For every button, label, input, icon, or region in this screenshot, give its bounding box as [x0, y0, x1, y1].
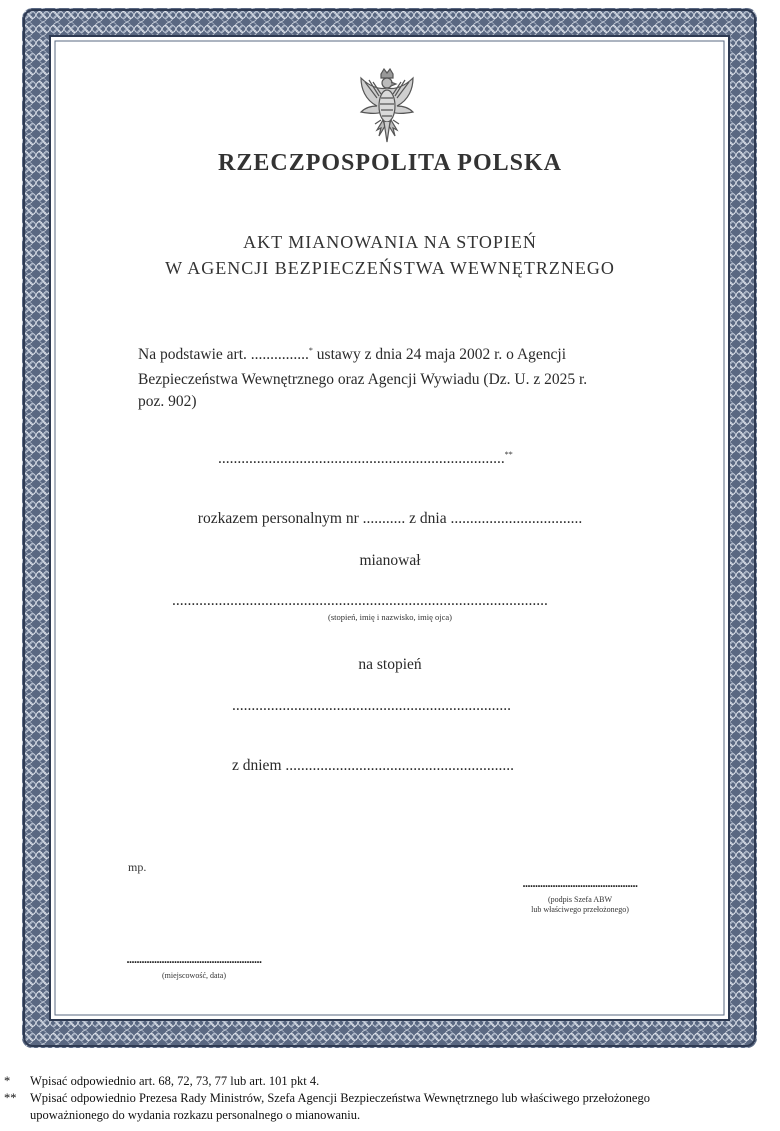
footnote-2-mark: **	[4, 1091, 17, 1105]
signature-caption-line-2: lub właściwego przełożonego)	[531, 905, 629, 914]
appointed-label: mianował	[359, 552, 421, 569]
legal-basis-part-2: ustawy z dnia 24 maja 2002 r. o Agencji	[312, 346, 567, 364]
footnote-2-continued	[4, 1108, 360, 1123]
footnote-1-mark: *	[4, 1074, 11, 1088]
footnote-mark-double: **	[504, 450, 513, 459]
state-name: RZECZPOSPOLITA POLSKA	[218, 150, 562, 176]
footnote-mark-single: *	[308, 346, 313, 355]
signature-block	[500, 876, 660, 914]
polish-eagle-emblem-icon	[357, 68, 417, 144]
footnote-1	[4, 1074, 319, 1089]
legal-basis-line-1	[138, 346, 566, 364]
rank-dots: ........................................................................	[232, 697, 511, 714]
footnote-2-text: Wpisać odpowiednio Prezesa Rady Ministrów, Szefa Agencji Bezpieczeństwa Wewnętrznego lub właściwego przełożonego	[30, 1091, 650, 1105]
rank-label: na stopień	[358, 656, 422, 673]
authority-dots: ..........................................................................	[218, 450, 505, 468]
order-line: rozkazem personalnym nr ........... z dnia ..................................	[197, 510, 583, 527]
person-dots: .................................................................................................	[172, 592, 548, 609]
seal-label: mp.	[128, 860, 147, 874]
authority-field	[218, 450, 513, 468]
legal-basis-line-2: Bezpieczeństwa Wewnętrznego oraz Agencji Wywiadu (Dz. U. z 2025 r.	[138, 371, 588, 388]
legal-basis-part-1: Na podstawie art. ...............	[138, 346, 309, 364]
footnote-2-continued-text: upoważnionego do wydania rozkazu personalnego o mianowaniu.	[30, 1108, 361, 1122]
person-caption: (stopień, imię i nazwisko, imię ojca)	[328, 612, 452, 622]
footnote-2	[4, 1091, 650, 1106]
legal-basis-line-3: poz. 902)	[138, 393, 197, 410]
act-title-line-1: AKT MIANOWANIA NA STOPIEŃ	[243, 232, 537, 252]
place-date-block	[102, 952, 286, 980]
signature-dots: ..............................................	[522, 876, 638, 890]
place-caption: (miejscowość, data)	[162, 971, 226, 980]
signature-caption-line-1: (podpis Szefa ABW	[548, 895, 612, 904]
place-dots: ......................................................	[126, 952, 262, 966]
footnote-1-text: Wpisać odpowiednio art. 68, 72, 73, 77 lub art. 101 pkt 4.	[30, 1074, 320, 1088]
date-line: z dniem ...........................................................	[232, 757, 514, 774]
act-title-line-2: W AGENCJI BEZPIECZEŃSTWA WEWNĘTRZNEGO	[165, 258, 615, 278]
